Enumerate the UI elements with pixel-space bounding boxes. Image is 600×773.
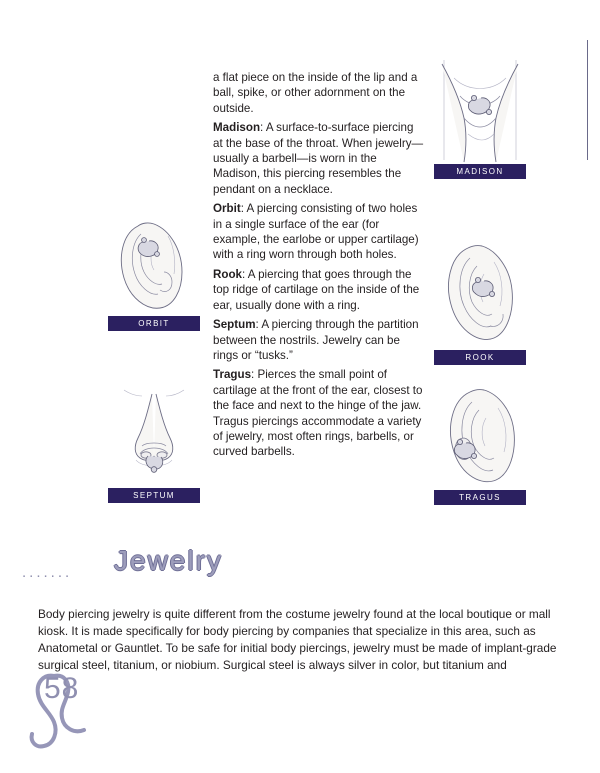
term-madison: Madison xyxy=(213,121,261,135)
section-heading-title: Jewelry xyxy=(114,545,223,576)
figure-madison-caption: MADISON xyxy=(434,164,526,179)
figure-orbit-caption: ORBIT xyxy=(108,316,200,331)
figure-rook xyxy=(434,240,526,365)
figure-tragus-illustration xyxy=(434,386,526,490)
figure-madison xyxy=(434,56,526,179)
paragraph-text: a flat piece on the inside of the lip and a ball, spike, or other adornment on the outside. xyxy=(213,71,418,115)
term-orbit: Orbit xyxy=(213,202,241,216)
figure-septum-illustration xyxy=(108,384,200,488)
section-heading xyxy=(22,545,422,581)
term-septum: Septum xyxy=(213,318,256,332)
page-edge-rule xyxy=(587,40,588,160)
figure-orbit xyxy=(108,216,200,331)
paragraph-text: : Pierces the small point of cartilage at the front of the ear, closest to the face and next to the hinge of the jaw. Tragus piercings accommodate a variety of jewelry, most often rings, barbells, or curved barbells. xyxy=(213,368,423,459)
term-tragus: Tragus xyxy=(213,368,252,382)
paragraph-text: : A piercing consisting of two holes in a single surface of the ear (for example, the earlobe or upper cartilage) with a ring worn through both holes. xyxy=(213,202,419,262)
leo-ornament-icon xyxy=(28,656,98,756)
paragraph-text: : A piercing that goes through the top ridge of cartilage on the inside of the ear, usually done with a ring. xyxy=(213,267,420,312)
orbit-ear-drawing xyxy=(108,216,200,316)
figure-orbit-illustration xyxy=(108,216,200,316)
section-heading-dots: ....... xyxy=(22,564,73,581)
figure-rook-illustration xyxy=(434,240,526,350)
figure-rook-caption: ROOK xyxy=(434,350,526,365)
body-text-column xyxy=(213,70,425,460)
paragraph-madison xyxy=(213,120,425,197)
paragraph-orbit xyxy=(213,201,425,263)
paragraph-text: : A piercing through the partition between the nostrils. Jewelry can be rings or “tusks.” xyxy=(213,318,419,362)
term-rook: Rook xyxy=(213,267,242,281)
tragus-ear-drawing xyxy=(434,386,526,490)
paragraph-lip xyxy=(213,70,425,116)
septum-nose-drawing xyxy=(108,384,200,488)
jewelry-section-body: Body piercing jewelry is quite different from the costume jewelry found at the local boutique or mall kiosk. It is made specifically for body piercing by companies that specialize in this area, such as Anatometal or Gauntlet. To be safe for initial body piercings, jewelry must be made of implant-grade surgical steel, titanium, or niobium. Surgical steel is always silver in color, but titanium and xyxy=(38,607,557,672)
paragraph-tragus xyxy=(213,367,425,459)
figure-tragus-caption: TRAGUS xyxy=(434,490,526,505)
figure-tragus xyxy=(434,386,526,505)
paragraph-rook xyxy=(213,267,425,313)
figure-septum-caption: SEPTUM xyxy=(108,488,200,503)
rook-ear-drawing xyxy=(434,240,526,350)
page-number: 58 xyxy=(44,672,80,705)
figure-septum xyxy=(108,384,200,503)
madison-drawing xyxy=(434,56,526,164)
figure-madison-illustration xyxy=(434,56,526,164)
zodiac-leo-glyph xyxy=(28,656,98,756)
paragraph-text: : A surface-to-surface piercing at the base of the throat. When jewelry—usually a barbell—is worn in the Madison, this piercing resembles the pendant on a necklace. xyxy=(213,121,424,196)
paragraph-septum xyxy=(213,317,425,363)
